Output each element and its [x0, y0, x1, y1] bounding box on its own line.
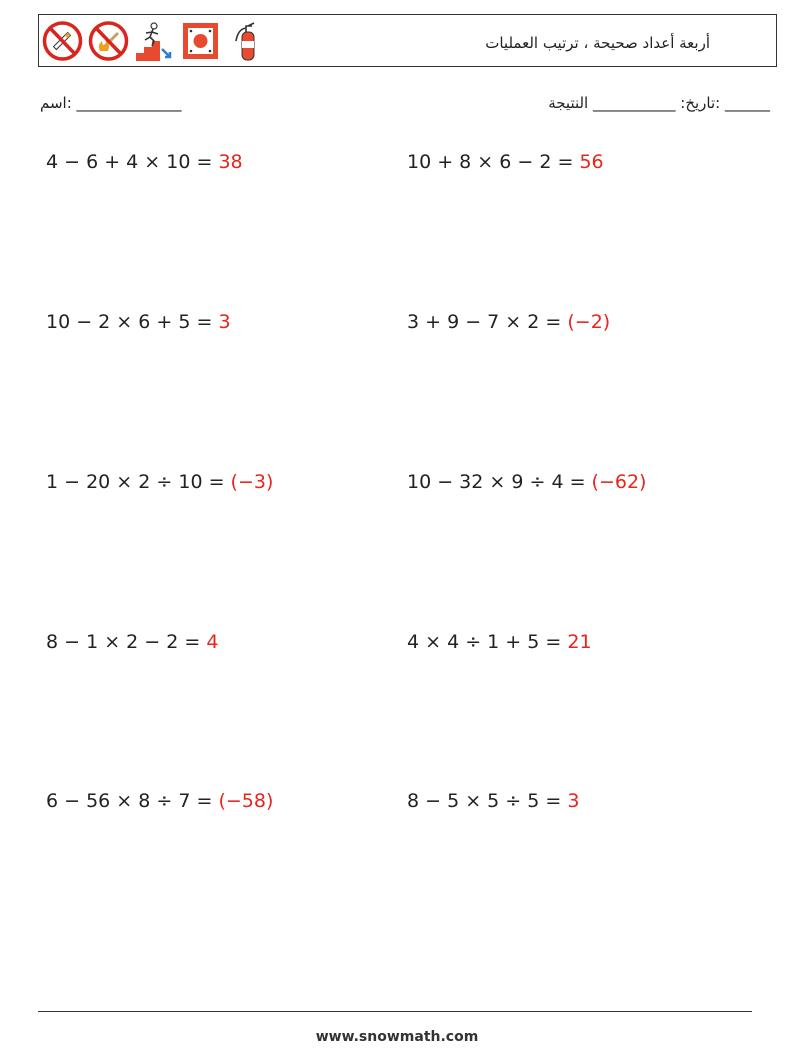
- no-open-flame-icon: [88, 19, 129, 63]
- problem-answer: (−3): [230, 471, 274, 493]
- problem-6: [407, 471, 646, 493]
- problem-10: [407, 790, 579, 812]
- problem-8: [407, 631, 592, 653]
- problem-expression: 3 + 9 − 7 × 2 =: [407, 311, 562, 333]
- problem-expression: 10 − 2 × 6 + 5 =: [46, 311, 213, 333]
- problem-expression: 8 − 5 × 5 ÷ 5 =: [407, 790, 562, 812]
- name-line: ______________ :اسم: [40, 94, 182, 112]
- emergency-exit-stairs-icon: [134, 19, 175, 63]
- worksheet-header: [38, 14, 777, 67]
- problem-4: [407, 311, 610, 333]
- worksheet-title: أربعة أعداد صحيحة ، ترتيب العمليات: [485, 34, 710, 52]
- date-score-line: ______ :تاريخ: ___________ النتيجة: [548, 94, 770, 112]
- footer-url: www.snowmath.com: [315, 1029, 479, 1045]
- problem-9: [46, 790, 273, 812]
- problem-expression: 6 − 56 × 8 ÷ 7 =: [46, 790, 213, 812]
- problem-expression: 10 + 8 × 6 − 2 =: [407, 151, 574, 173]
- problem-answer: (−58): [218, 790, 274, 812]
- problem-answer: (−2): [567, 311, 611, 333]
- problem-answer: 3: [218, 311, 231, 333]
- fire-alarm-button-icon: [180, 19, 221, 63]
- problem-2: [407, 151, 604, 173]
- problem-answer: (−62): [591, 471, 647, 493]
- problem-answer: 38: [218, 151, 243, 173]
- problem-expression: 1 − 20 × 2 ÷ 10 =: [46, 471, 225, 493]
- problem-answer: 4: [206, 631, 219, 653]
- problem-expression: 4 × 4 ÷ 1 + 5 =: [407, 631, 562, 653]
- footer-divider: [38, 1011, 752, 1012]
- problem-7: [46, 631, 218, 653]
- problem-5: [46, 471, 273, 493]
- no-smoking-icon: [42, 19, 83, 63]
- problem-expression: 10 − 32 × 9 ÷ 4 =: [407, 471, 586, 493]
- problem-answer: 56: [579, 151, 604, 173]
- problem-answer: 3: [567, 790, 580, 812]
- problem-1: [46, 151, 243, 173]
- problem-expression: 4 − 6 + 4 × 10 =: [46, 151, 213, 173]
- safety-icons: [42, 19, 267, 63]
- fire-extinguisher-icon: [226, 19, 267, 63]
- problem-3: [46, 311, 231, 333]
- problem-answer: 21: [567, 631, 592, 653]
- problem-expression: 8 − 1 × 2 − 2 =: [46, 631, 201, 653]
